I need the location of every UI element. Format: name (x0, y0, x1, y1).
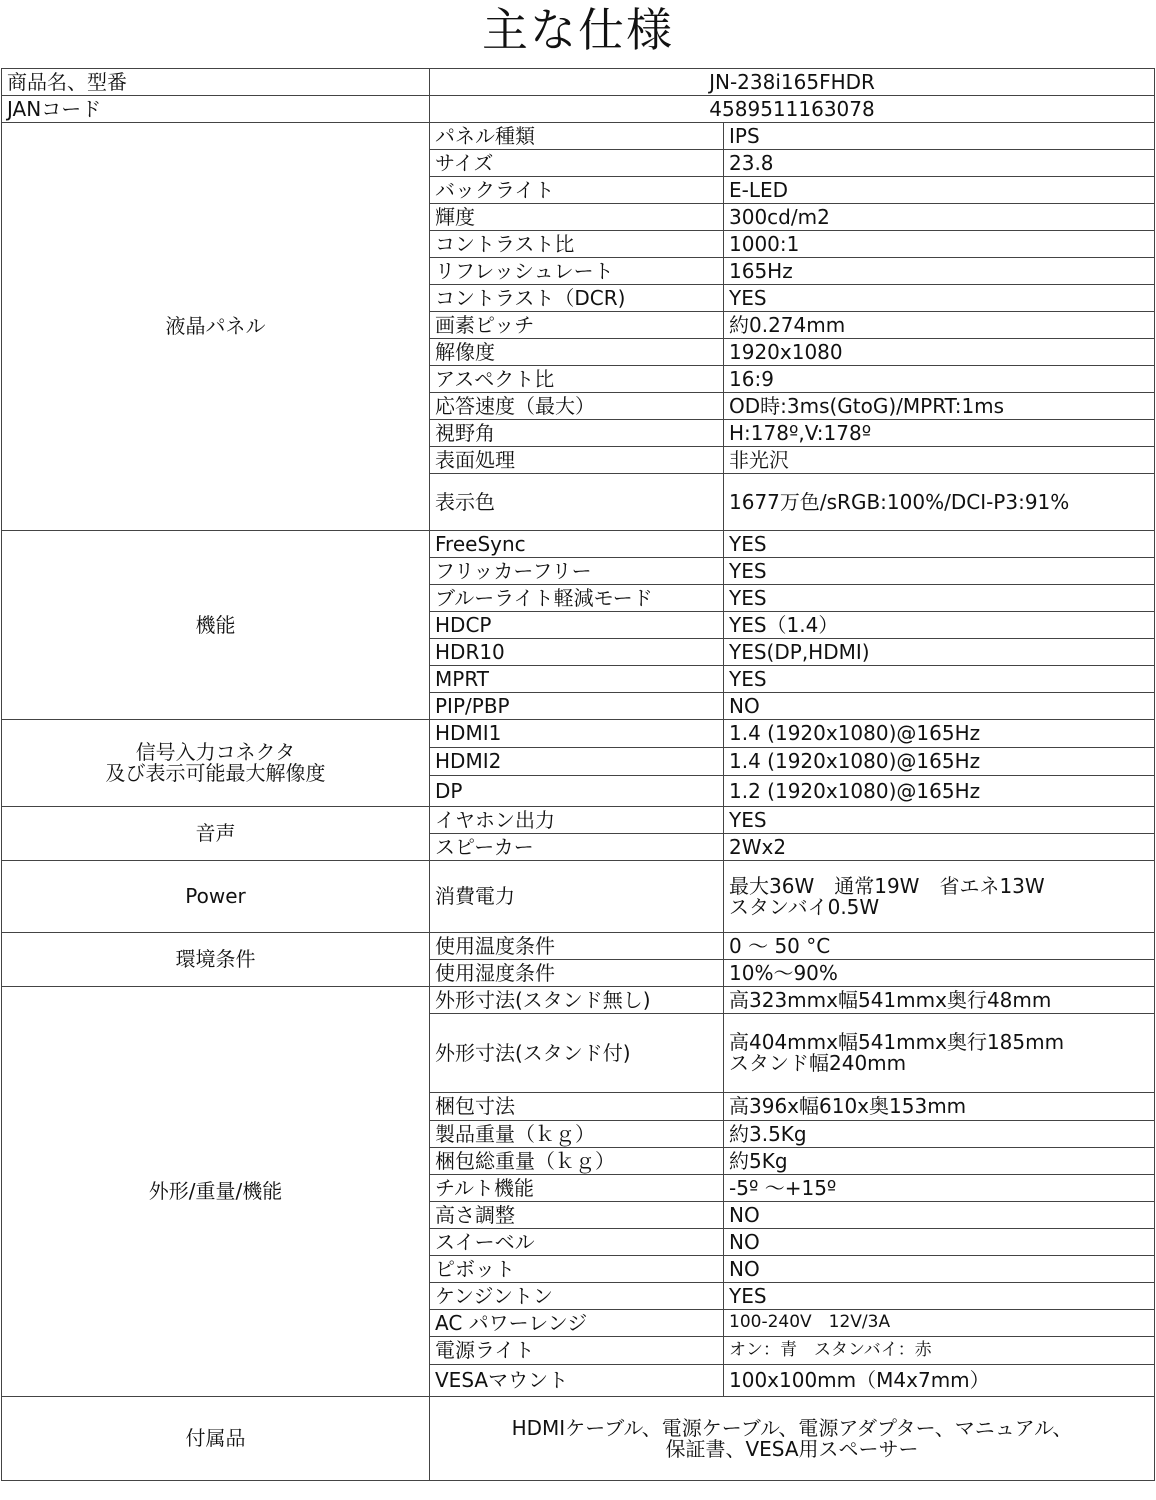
category-line: 外形/重量/機能 (148, 1179, 283, 1203)
value-line: NO (729, 1256, 760, 1281)
value-line: YES (729, 285, 767, 310)
spec-value (724, 748, 1155, 776)
value-line: 1677万色/sRGB:100%/DCI-P3:91% (729, 489, 1070, 514)
spec-label: スピーカー (430, 834, 724, 861)
value-line: 最大36W 通常19W 省エネ13W (729, 873, 1045, 898)
spec-label: 梱包総重量（ｋｇ） (430, 1148, 724, 1175)
value-line: 165Hz (729, 258, 793, 283)
spec-value (724, 558, 1155, 585)
table-row-accessories (2, 1397, 1155, 1481)
spec-value (724, 987, 1155, 1014)
spec-value (724, 1121, 1155, 1148)
table-row (2, 720, 1155, 748)
value-line: 2Wx2 (729, 834, 787, 859)
spec-value (724, 204, 1155, 231)
category-line: 音声 (195, 821, 236, 845)
category-line: 機能 (195, 612, 236, 637)
spec-value (724, 1175, 1155, 1202)
spec-value (724, 807, 1155, 834)
spec-label: 視野角 (430, 420, 724, 447)
table-row (2, 987, 1155, 1014)
value-line: 10%～90% (729, 960, 838, 985)
spec-label: PIP/PBP (430, 693, 724, 720)
value-line: スタンバイ0.5W (729, 894, 880, 919)
row-label: JANコード (2, 96, 430, 123)
spec-label: コントラスト（DCR) (430, 285, 724, 312)
spec-value (724, 447, 1155, 474)
value-line: 非光沢 (729, 447, 789, 472)
value-line: 約0.274mm (729, 312, 846, 337)
spec-value (724, 177, 1155, 204)
spec-label: フリッカーフリー (430, 558, 724, 585)
section-category (2, 933, 430, 987)
section-category (2, 807, 430, 861)
spec-value (724, 666, 1155, 693)
value-line: 高396x幅610x奥153mm (729, 1094, 967, 1118)
row-value: JN-238i165FHDR (430, 69, 1155, 96)
value-line: 100x100mm（M4x7mm） (729, 1368, 990, 1392)
spec-label: ピボット (430, 1256, 724, 1283)
spec-table-body (2, 69, 1155, 1481)
spec-value (724, 1337, 1155, 1365)
spec-label: HDMI1 (430, 720, 724, 748)
spec-value (724, 150, 1155, 177)
value-line: YES(DP,HDMI) (729, 639, 870, 664)
spec-value (724, 531, 1155, 558)
spec-label: 外形寸法(スタンド無し) (430, 987, 724, 1014)
spec-value (724, 1310, 1155, 1337)
spec-label: DP (430, 776, 724, 807)
spec-value (724, 585, 1155, 612)
spec-label: FreeSync (430, 531, 724, 558)
spec-value (724, 1229, 1155, 1256)
spec-value (724, 776, 1155, 807)
spec-value (724, 861, 1155, 933)
value-line: 高323mmx幅541mmx奥行48mm (729, 987, 1052, 1012)
value-line: IPS (729, 123, 760, 148)
table-row (2, 861, 1155, 933)
spec-label: 表面処理 (430, 447, 724, 474)
section-category (2, 861, 430, 933)
value-line: OD時:3ms(GtoG)/MPRT:1ms (729, 393, 1005, 418)
value-line: 1.2 (1920x1080)@165Hz (729, 778, 981, 803)
value-line: NO (729, 1202, 760, 1227)
value-line: YES (729, 531, 767, 556)
spec-value (724, 285, 1155, 312)
spec-value (724, 1148, 1155, 1175)
value-line: NO (729, 1229, 760, 1254)
spec-value (724, 474, 1155, 531)
value-line: 1000:1 (729, 231, 800, 256)
spec-value (724, 258, 1155, 285)
value-line: H:178º,V:178º (729, 420, 872, 445)
category-line: 信号入力コネクタ (135, 740, 296, 764)
spec-label: イヤホン出力 (430, 807, 724, 834)
value-line: 300cd/m2 (729, 204, 830, 229)
spec-value (724, 612, 1155, 639)
value-line: YES（1.4） (729, 612, 839, 637)
spec-value (724, 339, 1155, 366)
spec-label: 表示色 (430, 474, 724, 531)
spec-value (724, 312, 1155, 339)
value-line: YES (729, 807, 767, 832)
category-line: Power (185, 884, 246, 908)
spec-value (724, 1202, 1155, 1229)
spec-label: アスペクト比 (430, 366, 724, 393)
spec-value (724, 693, 1155, 720)
spec-label: HDMI2 (430, 748, 724, 776)
spec-label: チルト機能 (430, 1175, 724, 1202)
section-category (2, 123, 430, 531)
value-line: オン：青 スタンバイ：赤 (729, 1339, 932, 1360)
value-line: 100-240V 12V/3A (729, 1312, 891, 1333)
value-line: YES (729, 558, 767, 583)
spec-value (724, 720, 1155, 748)
spec-value (724, 960, 1155, 987)
table-row (2, 96, 1155, 123)
section-category (2, 987, 430, 1397)
spec-value (724, 1256, 1155, 1283)
category-line: 液晶パネル (165, 314, 266, 338)
spec-value (724, 366, 1155, 393)
value-line: 1.4 (1920x1080)@165Hz (729, 721, 981, 745)
spec-value (724, 420, 1155, 447)
value-line: 23.8 (729, 150, 774, 175)
value-line: -5º ～+15º (729, 1175, 837, 1200)
spec-label: 外形寸法(スタンド付) (430, 1014, 724, 1093)
value-line: YES (729, 666, 767, 691)
accessories-label: 付属品 (2, 1397, 430, 1481)
value-line: YES (729, 1283, 767, 1308)
table-row (2, 933, 1155, 960)
spec-label: コントラスト比 (430, 231, 724, 258)
spec-label: HDR10 (430, 639, 724, 666)
spec-value (724, 639, 1155, 666)
category-line: 環境条件 (175, 947, 256, 971)
table-row (2, 531, 1155, 558)
spec-label: 解像度 (430, 339, 724, 366)
page-title: 主な仕様 (482, 3, 674, 57)
spec-label: 電源ライト (430, 1337, 724, 1365)
value-line: 16:9 (729, 366, 774, 391)
spec-value (724, 231, 1155, 258)
value-line: HDMIケーブル、電源ケーブル、電源アダプター、マニュアル、 (511, 1415, 1073, 1440)
row-value: 4589511163078 (430, 96, 1155, 123)
spec-value (724, 933, 1155, 960)
spec-label: 応答速度（最大） (430, 393, 724, 420)
spec-label: 使用湿度条件 (430, 960, 724, 987)
accessories-value (430, 1397, 1155, 1481)
spec-label: パネル種類 (430, 123, 724, 150)
spec-value (724, 1283, 1155, 1310)
spec-label: VESAマウント (430, 1365, 724, 1397)
value-line: YES (729, 585, 767, 610)
row-label: 商品名、型番 (2, 69, 430, 96)
spec-label: 輝度 (430, 204, 724, 231)
value-line: 1.4 (1920x1080)@165Hz (729, 749, 981, 773)
spec-label: 消費電力 (430, 861, 724, 933)
spec-label: MPRT (430, 666, 724, 693)
spec-value (724, 123, 1155, 150)
spec-label: 梱包寸法 (430, 1093, 724, 1121)
value-line: 約5Kg (729, 1148, 788, 1173)
spec-label: サイズ (430, 150, 724, 177)
spec-label: ブルーライト軽減モード (430, 585, 724, 612)
spec-value (724, 393, 1155, 420)
value-line: E-LED (729, 177, 789, 202)
spec-label: 高さ調整 (430, 1202, 724, 1229)
spec-label: リフレッシュレート (430, 258, 724, 285)
table-row (2, 69, 1155, 96)
value-line: 約3.5Kg (729, 1121, 807, 1146)
spec-table (1, 68, 1155, 1481)
spec-label: バックライト (430, 177, 724, 204)
table-row (2, 123, 1155, 150)
value-line: NO (729, 693, 760, 718)
spec-label: スイーベル (430, 1229, 724, 1256)
spec-label: 画素ピッチ (430, 312, 724, 339)
section-category (2, 720, 430, 807)
value-line: 0 ～ 50 °C (729, 933, 831, 958)
spec-label: AC パワーレンジ (430, 1310, 724, 1337)
spec-value (724, 1093, 1155, 1121)
category-line: 及び表示可能最大解像度 (105, 761, 326, 785)
value-line: 保証書、VESA用スペーサー (665, 1436, 919, 1461)
spec-value (724, 1365, 1155, 1397)
value-line: スタンド幅240mm (729, 1051, 907, 1075)
spec-label: ケンジントン (430, 1283, 724, 1310)
spec-label: HDCP (430, 612, 724, 639)
spec-label: 製品重量（ｋｇ） (430, 1121, 724, 1148)
value-line: 高404mmx幅541mmx奥行185mm (729, 1030, 1065, 1054)
spec-value (724, 834, 1155, 861)
spec-value (724, 1014, 1155, 1093)
spec-label: 使用温度条件 (430, 933, 724, 960)
table-row (2, 807, 1155, 834)
value-line: 1920x1080 (729, 339, 843, 364)
section-category (2, 531, 430, 720)
